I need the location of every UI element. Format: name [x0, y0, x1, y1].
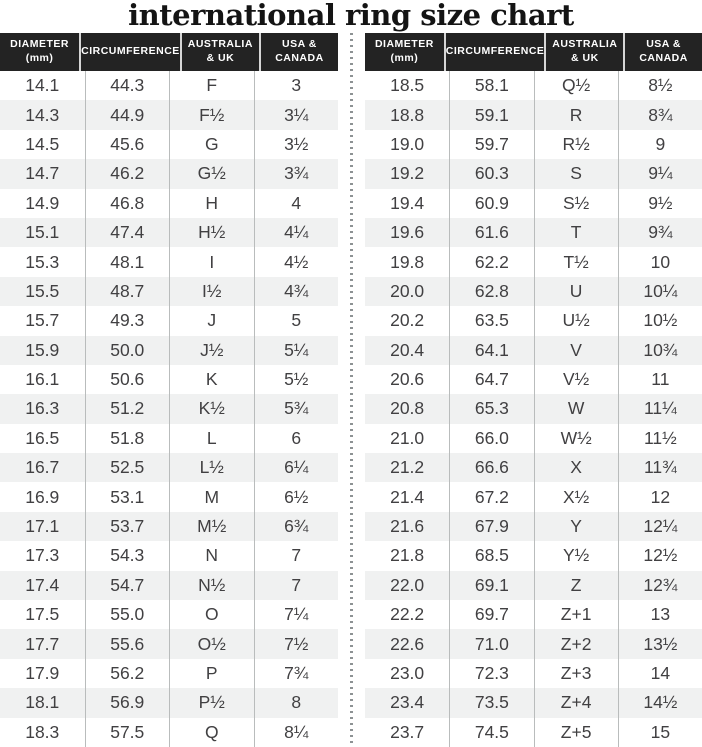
- table-cell: 56.2: [85, 659, 170, 688]
- tables-area: [0, 33, 702, 747]
- table-row: [0, 336, 338, 365]
- table-cell: 17.7: [25, 633, 60, 654]
- ring-size-table-left: [0, 33, 338, 747]
- table-row: [0, 130, 338, 159]
- table-row: [0, 688, 338, 717]
- table-cell: 16.1: [25, 369, 60, 390]
- table-cell: 5¼: [254, 336, 339, 365]
- column-header: USA & CANADA: [623, 33, 702, 71]
- table-row: [0, 482, 338, 511]
- table-cell: 46.8: [85, 189, 170, 218]
- table-cell: L: [169, 424, 254, 453]
- table-cell: 5½: [254, 365, 339, 394]
- table-cell: 19.8: [390, 251, 425, 272]
- table-header-right: [365, 33, 702, 71]
- table-cell: 60.9: [449, 189, 533, 218]
- table-cell: 9¾: [618, 218, 702, 247]
- table-row: [365, 512, 702, 541]
- table-cell: 17.9: [25, 663, 60, 683]
- table-cell: 18.8: [390, 104, 425, 125]
- table-cell: T½: [534, 247, 618, 276]
- table-cell: P½: [169, 688, 254, 717]
- table-cell: 17.3: [25, 545, 60, 566]
- table-cell: 10½: [618, 306, 702, 335]
- table-cell: 19.0: [390, 133, 425, 154]
- table-cell: 72.3: [449, 659, 533, 688]
- table-cell: 69.1: [449, 571, 533, 600]
- table-cell: G: [169, 130, 254, 159]
- table-cell: 8¾: [618, 100, 702, 129]
- table-row: [365, 218, 702, 247]
- table-row: [365, 541, 702, 570]
- table-cell: 53.1: [85, 482, 170, 511]
- table-cell: 8: [254, 688, 339, 717]
- column-header: DIAMETER (mm): [374, 38, 434, 64]
- table-cell: W½: [534, 424, 618, 453]
- table-cell: 10: [618, 247, 702, 276]
- table-body-left: [0, 71, 338, 747]
- table-cell: 51.8: [85, 424, 170, 453]
- table-cell: 14.7: [25, 163, 60, 184]
- table-cell: 63.5: [449, 306, 533, 335]
- table-cell: 7: [254, 571, 339, 600]
- table-cell: 23.0: [390, 663, 425, 683]
- table-cell: Q½: [534, 71, 618, 100]
- table-cell: 7½: [254, 629, 339, 658]
- table-cell: 74.5: [449, 718, 533, 747]
- table-cell: 60.3: [449, 159, 533, 188]
- table-cell: 52.5: [85, 453, 170, 482]
- table-row: [0, 600, 338, 629]
- table-cell: 71.0: [449, 629, 533, 658]
- table-cell: 47.4: [85, 218, 170, 247]
- table-cell: Z: [534, 571, 618, 600]
- table-cell: 15.9: [25, 339, 60, 360]
- table-cell: S: [534, 159, 618, 188]
- table-header-left: [0, 33, 338, 71]
- table-cell: 5¾: [254, 394, 339, 423]
- table-row: [365, 306, 702, 335]
- table-cell: Z+1: [534, 600, 618, 629]
- table-cell: 65.3: [449, 394, 533, 423]
- table-cell: O: [169, 600, 254, 629]
- column-header: AUSTRALIA & UK: [544, 33, 623, 71]
- table-cell: 18.5: [390, 75, 425, 96]
- table-cell: J½: [169, 336, 254, 365]
- table-row: [0, 571, 338, 600]
- table-cell: 17.1: [25, 516, 60, 537]
- table-cell: 11: [618, 365, 702, 394]
- table-cell: F: [169, 71, 254, 100]
- table-row: [365, 336, 702, 365]
- table-cell: 3: [254, 71, 339, 100]
- table-cell: 14: [618, 659, 702, 688]
- table-cell: 56.9: [85, 688, 170, 717]
- table-cell: R½: [534, 130, 618, 159]
- table-cell: 44.9: [85, 100, 170, 129]
- table-cell: 48.7: [85, 277, 170, 306]
- table-cell: 53.7: [85, 512, 170, 541]
- table-cell: 7¾: [254, 659, 339, 688]
- table-cell: 54.3: [85, 541, 170, 570]
- table-cell: 15.7: [25, 310, 60, 331]
- column-header: CIRCUMFERENCE: [79, 33, 180, 71]
- table-cell: 16.3: [25, 398, 60, 419]
- table-cell: 50.6: [85, 365, 170, 394]
- table-cell: 9: [618, 130, 702, 159]
- table-row: [0, 247, 338, 276]
- table-cell: 20.2: [390, 310, 425, 331]
- table-cell: S½: [534, 189, 618, 218]
- table-cell: 55.6: [85, 629, 170, 658]
- table-row: [0, 71, 338, 100]
- table-cell: 16.9: [25, 486, 60, 507]
- table-cell: 45.6: [85, 130, 170, 159]
- table-cell: 14.1: [25, 75, 60, 96]
- table-cell: 14.5: [25, 133, 60, 154]
- table-cell: 20.8: [390, 398, 425, 419]
- table-row: [365, 159, 702, 188]
- table-cell: 11¼: [618, 394, 702, 423]
- table-cell: U½: [534, 306, 618, 335]
- table-cell: M: [169, 482, 254, 511]
- table-cell: 17.4: [25, 574, 60, 595]
- column-header: DIAMETER (mm): [10, 38, 69, 64]
- table-row: [365, 247, 702, 276]
- table-row: [365, 482, 702, 511]
- table-cell: W: [534, 394, 618, 423]
- table-cell: 44.3: [85, 71, 170, 100]
- table-cell: 62.2: [449, 247, 533, 276]
- table-cell: 11¾: [618, 453, 702, 482]
- table-body-right: [365, 71, 702, 747]
- table-row: [0, 218, 338, 247]
- table-cell: 15.3: [25, 251, 60, 272]
- table-cell: H½: [169, 218, 254, 247]
- table-cell: 51.2: [85, 394, 170, 423]
- table-cell: 12: [618, 482, 702, 511]
- table-cell: Z+3: [534, 659, 618, 688]
- table-cell: 10¾: [618, 336, 702, 365]
- table-cell: Q: [169, 718, 254, 747]
- table-row: [0, 659, 338, 688]
- table-cell: 9½: [618, 189, 702, 218]
- table-row: [365, 365, 702, 394]
- table-cell: 23.4: [390, 692, 425, 713]
- table-row: [365, 718, 702, 747]
- table-row: [0, 159, 338, 188]
- table-cell: 61.6: [449, 218, 533, 247]
- table-cell: 14.9: [25, 192, 60, 213]
- table-cell: X: [534, 453, 618, 482]
- table-cell: 22.0: [390, 574, 425, 595]
- table-cell: Z+4: [534, 688, 618, 717]
- table-cell: 19.2: [390, 163, 425, 184]
- column-header: USA & CANADA: [259, 33, 338, 71]
- table-cell: 66.0: [449, 424, 533, 453]
- table-cell: 12½: [618, 541, 702, 570]
- table-row: [365, 189, 702, 218]
- table-cell: 59.1: [449, 100, 533, 129]
- table-cell: 21.6: [390, 516, 425, 537]
- table-cell: J: [169, 306, 254, 335]
- table-cell: 64.7: [449, 365, 533, 394]
- table-cell: 7: [254, 541, 339, 570]
- table-cell: V½: [534, 365, 618, 394]
- table-cell: 67.9: [449, 512, 533, 541]
- table-row: [0, 629, 338, 658]
- table-cell: I: [169, 247, 254, 276]
- table-row: [365, 688, 702, 717]
- table-cell: 4¼: [254, 218, 339, 247]
- table-cell: 4¾: [254, 277, 339, 306]
- table-cell: 8¼: [254, 718, 339, 747]
- table-cell: 6½: [254, 482, 339, 511]
- table-cell: 12¾: [618, 571, 702, 600]
- table-row: [365, 424, 702, 453]
- table-cell: 64.1: [449, 336, 533, 365]
- table-row: [365, 100, 702, 129]
- table-row: [0, 100, 338, 129]
- table-cell: 57.5: [85, 718, 170, 747]
- table-cell: 66.6: [449, 453, 533, 482]
- table-cell: 4: [254, 189, 339, 218]
- table-cell: 48.1: [85, 247, 170, 276]
- table-cell: 23.7: [390, 721, 425, 742]
- table-row: [0, 394, 338, 423]
- table-row: [0, 277, 338, 306]
- table-row: [0, 424, 338, 453]
- table-cell: Y: [534, 512, 618, 541]
- table-cell: 22.6: [390, 633, 425, 654]
- table-cell: 54.7: [85, 571, 170, 600]
- table-cell: L½: [169, 453, 254, 482]
- table-row: [365, 394, 702, 423]
- dotted-divider: [350, 33, 353, 747]
- table-cell: 6: [254, 424, 339, 453]
- table-cell: 16.5: [25, 427, 60, 448]
- table-row: [0, 512, 338, 541]
- table-row: [0, 189, 338, 218]
- table-cell: 11½: [618, 424, 702, 453]
- table-cell: U: [534, 277, 618, 306]
- table-cell: 9¼: [618, 159, 702, 188]
- table-cell: M½: [169, 512, 254, 541]
- table-cell: 20.4: [390, 339, 425, 360]
- ring-size-table-right: [365, 33, 702, 747]
- table-row: [365, 629, 702, 658]
- table-cell: N: [169, 541, 254, 570]
- table-cell: 49.3: [85, 306, 170, 335]
- table-gap: [338, 33, 365, 747]
- table-cell: 3½: [254, 130, 339, 159]
- table-cell: H: [169, 189, 254, 218]
- table-cell: 3¾: [254, 159, 339, 188]
- table-cell: 8½: [618, 71, 702, 100]
- table-row: [365, 453, 702, 482]
- table-cell: 22.2: [390, 604, 425, 625]
- table-row: [0, 306, 338, 335]
- table-cell: 20.0: [390, 280, 425, 301]
- table-cell: 67.2: [449, 482, 533, 511]
- table-row: [365, 659, 702, 688]
- table-row: [365, 600, 702, 629]
- table-cell: 19.6: [390, 222, 425, 243]
- table-cell: F½: [169, 100, 254, 129]
- table-row: [365, 277, 702, 306]
- table-cell: 15.5: [25, 280, 60, 301]
- table-cell: I½: [169, 277, 254, 306]
- table-cell: 13: [618, 600, 702, 629]
- table-cell: 7¼: [254, 600, 339, 629]
- table-cell: 3¼: [254, 100, 339, 129]
- table-cell: T: [534, 218, 618, 247]
- table-cell: Z+5: [534, 718, 618, 747]
- table-row: [0, 453, 338, 482]
- table-cell: 55.0: [85, 600, 170, 629]
- table-row: [365, 71, 702, 100]
- table-cell: 21.0: [390, 427, 425, 448]
- page-title: international ring size chart: [128, 0, 574, 32]
- table-cell: 19.4: [390, 192, 425, 213]
- table-cell: 62.8: [449, 277, 533, 306]
- table-cell: 21.4: [390, 486, 425, 507]
- table-cell: 73.5: [449, 688, 533, 717]
- table-cell: K: [169, 365, 254, 394]
- table-cell: G½: [169, 159, 254, 188]
- table-cell: 16.7: [25, 457, 60, 478]
- table-cell: 15.1: [25, 222, 60, 243]
- table-cell: Z+2: [534, 629, 618, 658]
- table-cell: 46.2: [85, 159, 170, 188]
- table-cell: 58.1: [449, 71, 533, 100]
- table-cell: N½: [169, 571, 254, 600]
- table-cell: 6¾: [254, 512, 339, 541]
- table-row: [0, 365, 338, 394]
- table-cell: 69.7: [449, 600, 533, 629]
- table-cell: Y½: [534, 541, 618, 570]
- table-cell: 10¼: [618, 277, 702, 306]
- table-cell: 68.5: [449, 541, 533, 570]
- table-cell: X½: [534, 482, 618, 511]
- table-cell: 14.3: [25, 104, 60, 125]
- table-cell: 21.8: [390, 545, 425, 566]
- column-header: AUSTRALIA & UK: [180, 33, 259, 71]
- table-cell: P: [169, 659, 254, 688]
- table-cell: K½: [169, 394, 254, 423]
- table-cell: 18.1: [25, 692, 60, 713]
- table-cell: 13½: [618, 629, 702, 658]
- table-cell: 20.6: [390, 369, 425, 390]
- table-cell: 21.2: [390, 457, 425, 478]
- table-row: [0, 718, 338, 747]
- table-cell: 15: [618, 718, 702, 747]
- column-header: CIRCUMFERENCE: [444, 33, 545, 71]
- table-row: [0, 541, 338, 570]
- table-cell: 5: [254, 306, 339, 335]
- table-cell: 50.0: [85, 336, 170, 365]
- table-row: [365, 571, 702, 600]
- table-cell: O½: [169, 629, 254, 658]
- table-cell: 12¼: [618, 512, 702, 541]
- table-cell: 4½: [254, 247, 339, 276]
- table-row: [365, 130, 702, 159]
- table-cell: 17.5: [25, 604, 60, 625]
- table-cell: 14½: [618, 688, 702, 717]
- table-cell: R: [534, 100, 618, 129]
- table-cell: V: [534, 336, 618, 365]
- table-cell: 18.3: [25, 721, 60, 742]
- table-cell: 6¼: [254, 453, 339, 482]
- table-cell: 59.7: [449, 130, 533, 159]
